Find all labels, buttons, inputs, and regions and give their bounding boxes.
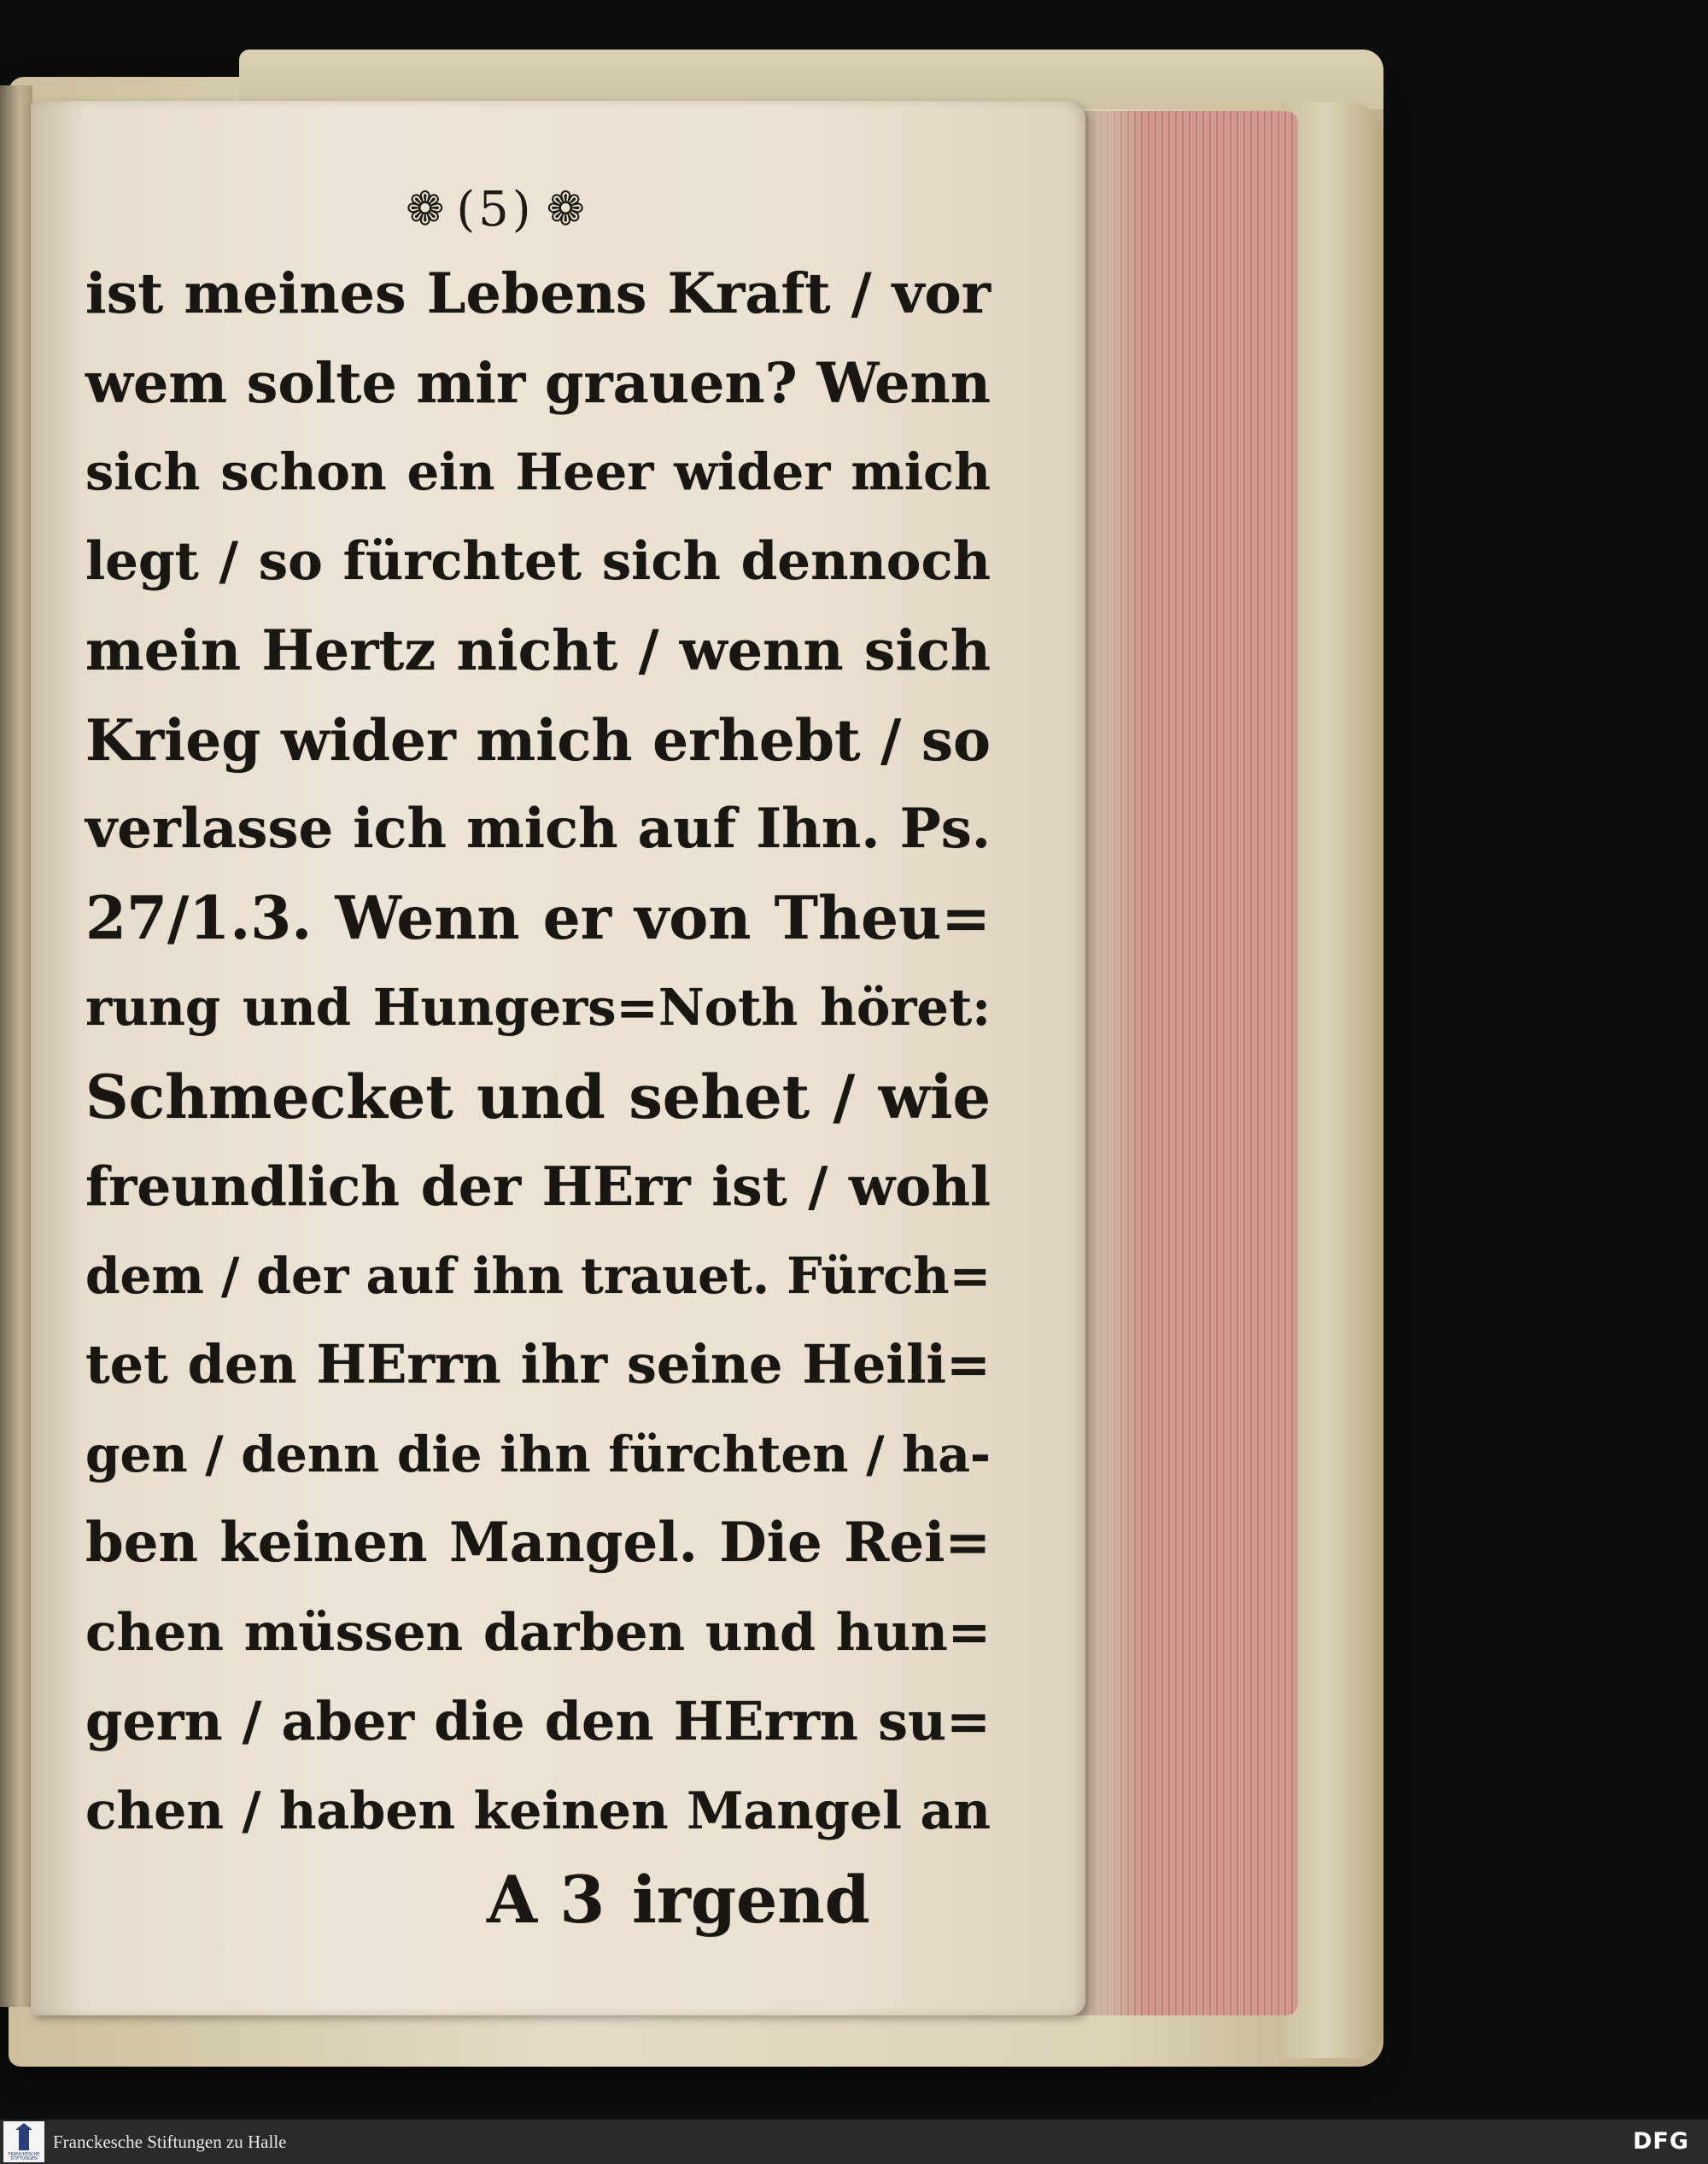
text-line: mein Hertz nicht / wenn sich: [85, 618, 991, 683]
dfg-logo: DFG: [1632, 2128, 1689, 2155]
text-line: chen / haben keinen Mangel an: [85, 1781, 991, 1841]
text-line: legt / so fürchtet sich dennoch: [85, 530, 991, 592]
page-body-text: [85, 249, 991, 1945]
text-line: verlasse ich mich auf Ihn. Ps.: [85, 797, 991, 861]
ornament-left-icon: ❁: [406, 182, 445, 236]
text-line: rung und Hungers=Noth höret:: [85, 978, 991, 1037]
text-line: 27/1.3. Wenn er von Theu=: [85, 883, 991, 953]
text-line: chen müssen darben und hun=: [85, 1602, 991, 1663]
footer-bar: [0, 2120, 1708, 2164]
text-line: dem / der auf ihn trauet. Fürch=: [85, 1246, 991, 1305]
text-line: gern / aber die den HErrn su=: [85, 1690, 991, 1752]
text-line: tet den HErrn ihr seine Heili=: [85, 1333, 991, 1395]
text-line: ist meines Lebens Kraft / vor: [85, 261, 991, 326]
catchword: irgend: [632, 1862, 870, 1938]
text-line: Schmecket und sehet / wie: [85, 1061, 991, 1132]
facing-page-edge: [0, 85, 32, 2007]
signature-line: [85, 1856, 991, 1945]
text-line: freundlich der HErr ist / wohl: [85, 1155, 991, 1218]
signature-mark: A 3: [487, 1862, 605, 1938]
text-line: ben keinen Mangel. Die Rei=: [85, 1511, 991, 1575]
text-line: wem solte mir grauen? Wenn: [85, 350, 991, 416]
page-number: (5): [456, 181, 535, 237]
text-line: gen / denn die ihn fürchten / ha-: [85, 1424, 991, 1483]
tower-icon: [19, 2128, 29, 2150]
institution-name: Franckesche Stiftungen zu Halle: [53, 2131, 287, 2152]
text-line: Krieg wider mich erhebt / so: [85, 706, 991, 774]
page-header: [367, 175, 623, 243]
ornament-right-icon: ❁: [546, 182, 585, 236]
logo-caption: FRANCKESCHE STIFTUNGEN: [8, 2152, 40, 2161]
institution-logo-icon: [3, 2121, 44, 2162]
text-line: sich schon ein Heer wider mich: [85, 442, 991, 501]
